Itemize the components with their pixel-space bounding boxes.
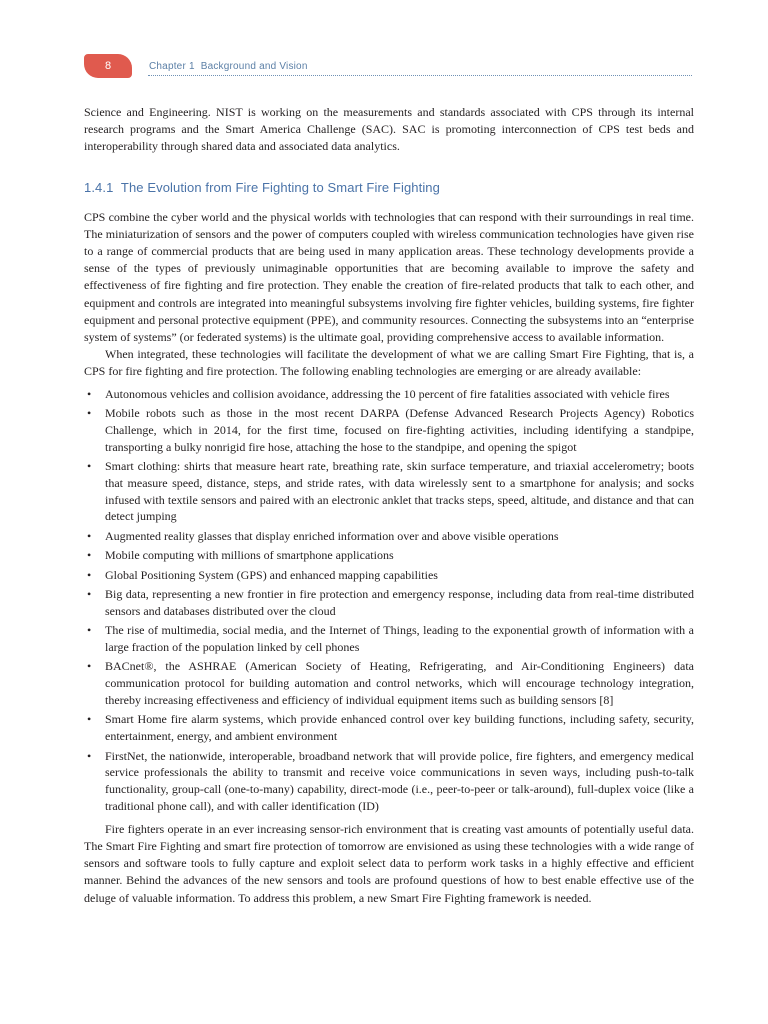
list-item-text: Mobile robots such as those in the most recent DARPA (Defense Advanced Research Projects Agency) Robotics Challenge, which in 2014, for the first time, focused on fire-fighting activities, including identifying a standpipe, transporting a bulky nonrigid fire hose, attaching the hose to the standpipe, and opening the spigot [105,406,694,454]
list-item [84,586,694,620]
list-item-text: Augmented reality glasses that display enriched information over and above visible operations [105,528,559,543]
section-heading [84,180,694,195]
bullet-icon: • [87,623,92,638]
list-item-text: The rise of multimedia, social media, and the Internet of Things, leading to the exponential growth of information with a large fraction of the population linked by cell phones [105,623,694,654]
section-title: The Evolution from Fire Fighting to Smart Fire Fighting [120,179,440,195]
list-item [84,528,694,545]
list-item-text: Mobile computing with millions of smartphone applications [105,548,394,563]
bullet-icon: • [87,586,92,601]
bullet-icon: • [87,548,92,563]
bullet-icon: • [87,712,92,727]
bullet-icon: • [87,748,92,763]
page-body [84,104,694,907]
bullet-icon: • [87,659,92,674]
list-item-text: Smart clothing: shirts that measure heart rate, breathing rate, skin surface temperature, and triaxial accelerometry; boots that measure speed, distance, steps, and stride rates, with data wirelessly sent to a smartphone for analysis; and socks infused with textile sensors and paired with an electronic anklet that tracks steps, speed, altitude, and distance and that can detect jumping [105,459,694,524]
section-number: 1.4.1 [84,179,114,195]
technology-list [84,386,694,815]
chapter-title: Background and Vision [200,61,308,72]
body-paragraph-2: When integrated, these technologies will facilitate the development of what we are calling Smart Fire Fighting, that is, a CPS for fire fighting and fire protection. The following enabling technologies are emerging or are already available: [84,347,694,379]
bullet-icon: • [87,567,92,582]
list-item [84,658,694,708]
bullet-icon: • [87,386,92,401]
list-item [84,748,694,815]
body-paragraph-3: Fire fighters operate in an ever increasing sensor-rich environment that is creating vast amounts of potentially useful data. The Smart Fire Fighting and smart fire protection of tomorrow are envisioned as using these technologies with a wide range of sensors and software tools to fully capture and exploit select data to perform work tasks in a highly effective and efficient manner. Behind the advances of the new sensors and tools are profound questions of how to best enable effective use of the deluge of valuable information. To address this problem, a new Smart Fire Fighting framework is needed. [84,821,694,905]
list-item-text: Big data, representing a new frontier in fire protection and emergency response, including data from real-time distributed sensors and databases distributed over the cloud [105,586,694,618]
bullet-icon: • [87,459,92,474]
list-item [84,567,694,584]
list-item [84,386,694,403]
list-item-text: Autonomous vehicles and collision avoidance, addressing the 10 percent of fire fatalities associated with vehicle fires [105,386,670,401]
list-item-text: BACnet®, the ASHRAE (American Society of Heating, Refrigerating, and Air-Conditioning Engineers) data communication protocol for building automation and control networks, which will encourage technology integration, thereby increasing effectiveness and efficiency of individual equipment items such as building sensors [8] [105,659,694,707]
header-dotted-rule [148,75,692,76]
running-header [84,54,692,80]
list-item [84,458,694,525]
list-item [84,622,694,656]
list-item [84,711,694,745]
intro-paragraph: Science and Engineering. NIST is working on the measurements and standards associated with CPS through its internal research programs and the Smart America Challenge (SAC). SAC is promoting interconnection of CPS test beds and interoperability through shared data and associated data analytics. [84,105,694,154]
list-item-text: FirstNet, the nationwide, interoperable, broadband network that will provide police, fire fighters, and emergency medical service professionals the ability to transmit and receive voice communications in seven ways, including push-to-talk functionality, group-call (one-to-many) capability, direct-mode (i.e., peer-to-peer or talk-around), full-duplex voice (like a traditional phone call), and with caller identification (ID) [105,748,694,813]
bullet-icon: • [87,528,92,543]
page-number-badge: 8 [84,54,132,78]
list-item [84,547,694,564]
list-item-text: Global Positioning System (GPS) and enhanced mapping capabilities [105,567,438,582]
running-head-text [149,61,308,72]
body-paragraph-1: CPS combine the cyber world and the physical worlds with technologies that can respond with their surroundings in real time. The miniaturization of sensors and the power of computers coupled with wireless communication technologies have given rise to a range of commercial products that are being used in many application areas. These technology developments provide a sense of the types of previously unimaginable opportunities that are becoming available to improve the safety and effectiveness of fire fighting and fire protection. They enable the creation of fire-related products that talk to each other, and equipment and controls are integrated into meaningful subsystems involving fire fighter vehicles, building systems, fire fighter equipment and personal protective equipment (PPE), and community resources. Connecting the subsystems into an “enterprise system of systems” (or federated systems) is the ultimate goal, providing comprehensive access to available information. [84,209,694,345]
bullet-icon: • [87,406,92,421]
chapter-label: Chapter 1 [149,61,195,72]
list-item-text: Smart Home fire alarm systems, which provide enhanced control over key building functions, including safety, security, entertainment, energy, and ambient environment [105,712,694,744]
list-item [84,405,694,455]
